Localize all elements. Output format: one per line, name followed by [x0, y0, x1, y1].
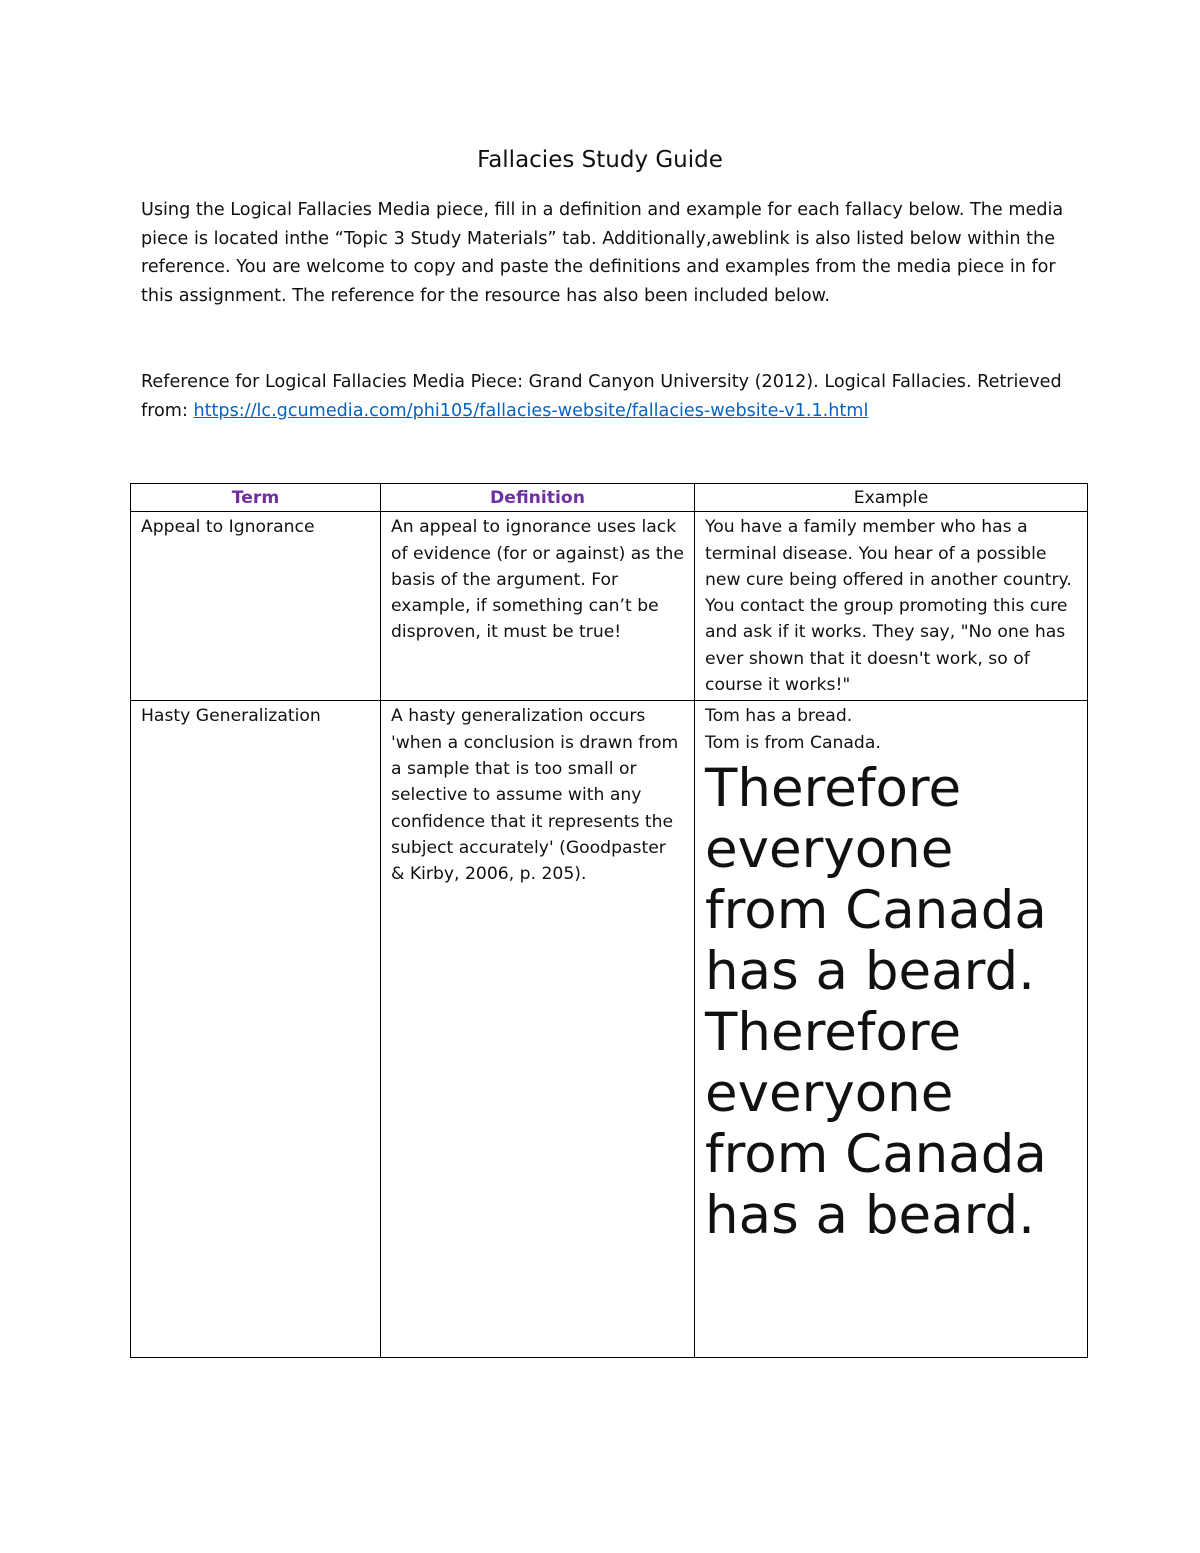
- intro-paragraph: Using the Logical Fallacies Media piece, fill in a definition and example for each fallacy below. The media piece is located inthe “Topic 3 Study Materials” tab. Additionally,aweblink is also listed below within the reference. You are welcome to copy and paste the definitions and examples from the media piece in for this assignment. The reference for the resource has also been included below.: [141, 200, 1064, 306]
- term-cell: Appeal to Ignorance: [131, 512, 381, 701]
- header-definition: Definition: [381, 484, 695, 512]
- definition-cell: A hasty generalization occurs 'when a conclusion is drawn from a sample that is too small or selective to assume with any confidence that it represents the subject accurately' (Goodpaster & Kirby, 2006, p. 205).: [381, 701, 695, 1358]
- table-header-row: [131, 484, 1088, 512]
- reference-link[interactable]: https://lc.gcumedia.com/phi105/fallacies-website/fallacies-website-v1.1.html: [193, 400, 869, 421]
- page-title: Fallacies Study Guide: [477, 147, 723, 173]
- term-cell: Hasty Generalization: [131, 701, 381, 1358]
- reference-paragraph: [141, 368, 1071, 425]
- table-row: [131, 701, 1088, 1358]
- reference-text: Reference for Logical Fallacies Media Piece: Grand Canyon University (2012). Logical Fallacies. Retrieved from:: [141, 372, 1062, 421]
- example-line: Tom is from Canada.: [705, 732, 881, 753]
- example-cell: You have a family member who has a terminal disease. You hear of a possible new cure being offered in another country. You contact the group promoting this cure and ask if it works. They say, "No one has ever shown that it doesn't work, so of course it works!": [695, 512, 1088, 701]
- header-term: Term: [131, 484, 381, 512]
- table-row: [131, 512, 1088, 701]
- example-cell: [695, 701, 1088, 1358]
- example-line: Tom has a bread.: [705, 706, 853, 727]
- example-large-text: Therefore everyone from Canada has a beard. Therefore everyone from Canada has a beard.: [705, 757, 1047, 1246]
- fallacies-table: [130, 483, 1088, 1358]
- definition-cell: An appeal to ignorance uses lack of evidence (for or against) as the basis of the argument. For example, if something can’t be disproven, it must be true!: [381, 512, 695, 701]
- header-example: Example: [695, 484, 1088, 512]
